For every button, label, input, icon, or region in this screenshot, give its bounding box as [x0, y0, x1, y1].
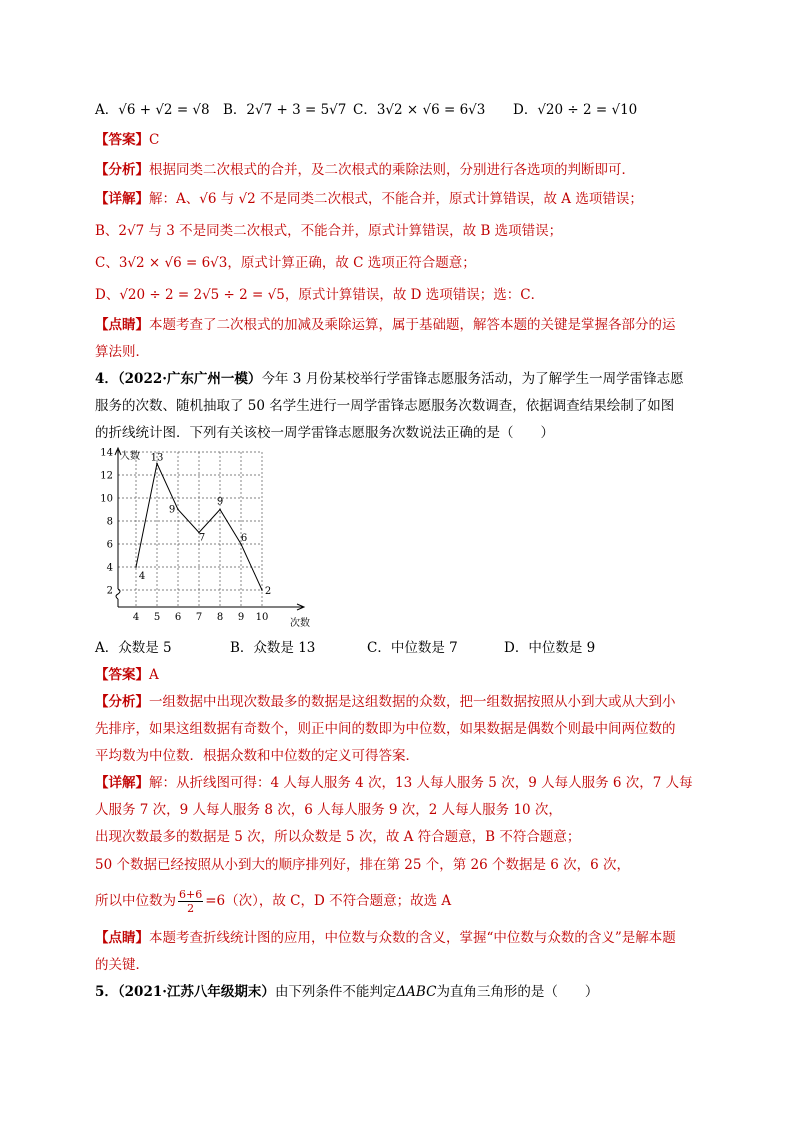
- q5-stem: [95, 982, 598, 1002]
- q4-detail-3: 出现次数最多的数据是 5 次，所以众数是 5 次，故 A 符合题意，B 不符合题意；: [95, 829, 581, 845]
- analysis-text: 根据同类二次根式的合并，及二次根式的乘除法则，分别进行各选项的判断即可．: [149, 162, 635, 178]
- q4-detail-2: 人服务 7 次，9 人每人服务 8 次，6 人每人服务 9 次，2 人每人服务 10 次，: [95, 802, 562, 818]
- q4-options-row: [95, 638, 595, 658]
- q4-analysis-1: [95, 692, 676, 712]
- q4-option-d: D．中位数是 9: [504, 640, 596, 656]
- y-tick-label: 6: [106, 539, 113, 551]
- q3-detail-2: B、2√7 与 3 不是同类二次根式，不能合并，原式计算错误，故 B 选项错误；: [95, 223, 563, 239]
- detail-text: 解：A、√6 与 √2 不是同类二次根式，不能合并，原式计算错误，故 A 选项错误；: [149, 191, 643, 207]
- y-tick-label: 14: [100, 447, 113, 459]
- data-point: [135, 566, 137, 568]
- comment-tag: 【点睛】: [95, 930, 149, 946]
- q4-answer: [95, 665, 159, 685]
- question-text-end: 为直角三角形的是（ ）: [436, 984, 599, 1000]
- line-chart: [95, 446, 325, 632]
- q3-detail-1: [95, 189, 643, 209]
- data-label: 7: [198, 532, 206, 544]
- data-label: 13: [150, 452, 164, 464]
- y-axis-break: [116, 589, 120, 599]
- q3-options-row: [95, 100, 637, 120]
- x-tick-label: 5: [153, 612, 161, 623]
- data-label: 2: [264, 586, 272, 597]
- question-number: 5．: [95, 984, 118, 1000]
- q4-stem-3: 的折线统计图．下列有关该校一周学雷锋志愿服务次数说法正确的是（ ）: [95, 425, 554, 441]
- series-line: [136, 464, 262, 591]
- data-label: 9: [216, 496, 224, 508]
- answer-value: C: [149, 132, 160, 148]
- y-tick-label: 8: [106, 516, 113, 528]
- q4-comment-1: [95, 928, 676, 948]
- answer-tag: 【答案】: [95, 667, 149, 683]
- data-point: [177, 509, 179, 511]
- x-tick-label: 4: [132, 612, 140, 623]
- q3-option-c: C．3√2 × √6 = 6√3: [353, 102, 486, 118]
- data-point: [261, 589, 263, 591]
- q3-option-d: D．√20 ÷ 2 = √10: [513, 102, 638, 118]
- median-text-post: =6（次），故 C，D 不符合题意；故选 A: [205, 893, 452, 909]
- y-tick-label: 2: [106, 585, 113, 597]
- q3-detail-4: D、√20 ÷ 2 = 2√5 ÷ 2 = √5，原式计算错误，故 D 选项错误；选：C．: [95, 287, 545, 303]
- y-tick-label: 4: [106, 562, 113, 574]
- q4-stem-2: 服务的次数、随机抽取了 50 名学生进行一周学雷锋志愿服务次数调查，依据调查结果绘制了如图: [95, 398, 675, 414]
- x-tick-label: 9: [237, 612, 245, 623]
- fraction-numerator: 6+6: [179, 888, 203, 901]
- q4-stem-1: [95, 369, 684, 389]
- x-tick-label: 7: [195, 612, 203, 623]
- q3-comment-1: [95, 315, 676, 335]
- data-label: 4: [138, 571, 146, 582]
- q3-comment-2: 算法则．: [95, 344, 149, 360]
- analysis-tag: 【分析】: [95, 162, 149, 178]
- x-tick-label: 8: [216, 612, 224, 623]
- data-label: 6: [240, 533, 248, 544]
- q4-comment-2: 的关键．: [95, 957, 149, 973]
- q4-detail-4: 50 个数据已经按照从小到大的顺序排列好，排在第 25 个，第 26 个数据是 6 次，6 次，: [95, 857, 631, 873]
- q4-detail-1: [95, 773, 693, 793]
- question-text: 由下列条件不能判定: [274, 984, 397, 1000]
- q3-detail-3: C、3√2 × √6 = 6√3，原式计算正确，故 C 选项正符合题意；: [95, 255, 476, 271]
- fraction-denominator: 2: [187, 902, 195, 915]
- q4-option-c: C．中位数是 7: [367, 640, 458, 656]
- answer-tag: 【答案】: [95, 132, 149, 148]
- y-axis-label: 人数: [120, 451, 140, 462]
- q4-option-b: B．众数是 13: [230, 640, 316, 656]
- q4-option-a: A．众数是 5: [95, 640, 172, 656]
- comment-text: 本题考查了二次根式的加减及乘除运算，属于基础题，解答本题的关键是掌握各部分的运: [149, 317, 676, 333]
- x-tick-label: 6: [174, 612, 182, 623]
- question-source: （2022·广东广州一模）: [117, 371, 262, 387]
- data-label: 9: [168, 504, 176, 516]
- y-tick-label: 12: [100, 470, 113, 482]
- question-number: 4．: [95, 371, 118, 387]
- answer-value: A: [149, 667, 159, 683]
- q3-option-a: A．√6 + √2 = √8: [95, 102, 210, 118]
- q4-detail-5: [95, 888, 451, 915]
- comment-tag: 【点睛】: [95, 317, 149, 333]
- analysis-text: 一组数据中出现次数最多的数据是这组数据的众数，把一组数据按照从小到大或从大到小: [149, 694, 676, 710]
- data-point: [219, 509, 221, 511]
- q3-analysis: [95, 160, 635, 180]
- comment-text: 本题考查折线统计图的应用，中位数与众数的含义，掌握“中位数与众数的含义”是解本题: [149, 930, 676, 946]
- detail-tag: 【详解】: [95, 191, 149, 207]
- x-axis-label: 次数: [290, 618, 310, 629]
- median-text-pre: 所以中位数为: [95, 893, 176, 909]
- y-tick-label: 10: [100, 493, 113, 505]
- q3-answer: [95, 130, 159, 150]
- question-source: （2021·江苏八年级期末）: [117, 984, 275, 1000]
- question-text: 今年 3 月份某校举行学雷锋志愿服务活动，为了解学生一周学雷锋志愿: [261, 371, 684, 387]
- detail-tag: 【详解】: [95, 775, 149, 791]
- median-fraction: [178, 888, 203, 915]
- q3-option-b: B．2√7 + 3 = 5√7: [223, 102, 347, 118]
- analysis-tag: 【分析】: [95, 694, 149, 710]
- detail-text: 解：从折线图可得：4 人每人服务 4 次，13 人每人服务 5 次，9 人每人服务 6 次，7 人每: [149, 775, 693, 791]
- q4-analysis-2: 先排序，如果这组数据有奇数个，则正中间的数即为中位数，如果数据是偶数个则最中间两位数的: [95, 721, 676, 737]
- x-tick-label: 10: [255, 612, 269, 623]
- triangle-symbol: ΔABC: [396, 984, 437, 1000]
- q4-analysis-3: 平均数为中位数．根据众数和中位数的定义可得答案．: [95, 748, 419, 764]
